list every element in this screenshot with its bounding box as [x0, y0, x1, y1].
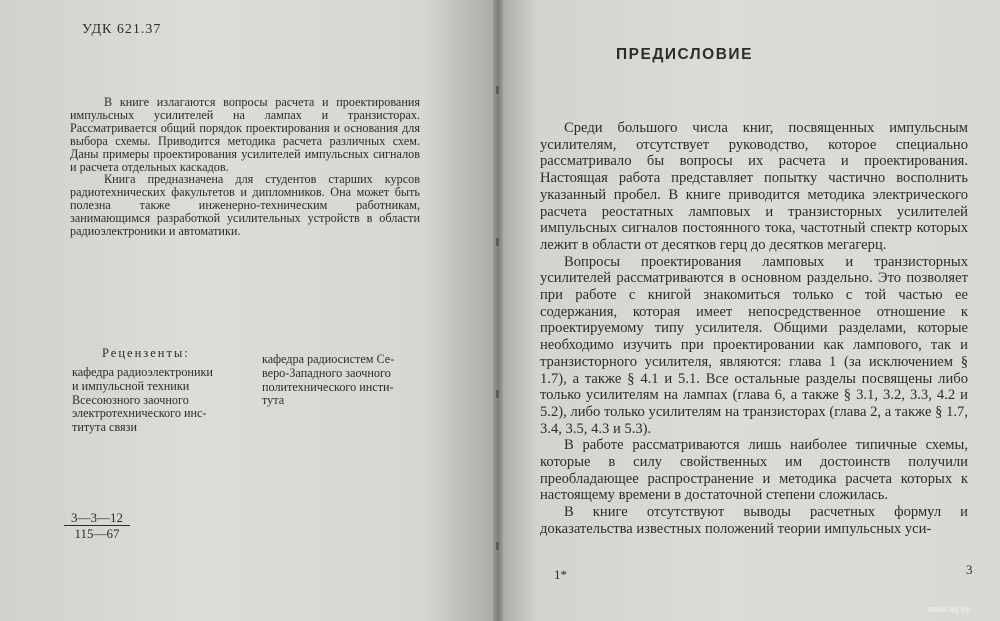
publication-code — [64, 510, 130, 541]
publication-code-numerator: 3—3—12 — [64, 510, 130, 526]
reviewer-1 — [72, 366, 252, 435]
abstract-paragraph-1: В книге излагаются вопросы расчета и проектирования импульсных усилителей на лампах и транзисторах. Рассматривается общий порядок проектирования и основания для выбора схемы. Приводится методика расчета различных схем. Даны примеры проектирования усилителей импульсных сигналов и расчета отдельных каскадов. — [70, 95, 420, 174]
reviewer-1-line: и импульсной техники — [72, 378, 190, 393]
binding-stitch — [496, 390, 499, 398]
preface-paragraph-1: Среди большого числа книг, посвященных импульсным усилителям, отсутствует руководство, которое специально рассматривало бы вопросы их расчета и проектирования. Настоящая работа представляет попытку частично восполнить указанный пробел. В книге приводится методика электрического расчета реостатных ламповых и транзисторных усилителей импульсных сигналов постоянного тока, частотный спектр которых лежит в области от десятков герц до десятков мегагерц. — [540, 120, 968, 253]
preface-heading: ПРЕДИСЛОВИЕ — [616, 46, 753, 63]
abstract-paragraph-2: Книга предназначена для студентов старших курсов радиотехнических факультетов и дипломников. Она может быть полезна также инженерно-техническим работникам, занимающимся разработкой усилительных устройств в области радиоэлектроники и автоматики. — [70, 172, 420, 239]
reviewer-1-line: титута связи — [72, 420, 137, 435]
book-abstract — [70, 96, 420, 238]
binding-stitch — [496, 238, 499, 246]
reviewer-1-line: Всесоюзного заочного — [72, 392, 189, 407]
preface-paragraph-2: Вопросы проектирования ламповых и транзисторных усилителей рассматриваются в основном раздельно. Это позволяет при работе с книгой знакомиться только с той частью ее содержания, которая имеет непосредственное отношение к проектируемому типу усилителя. Общими разделами, которые необходимо изучить при проектировании как лампового, так и транзисторного усилителя, являются: глава 1 (за исключением § 1.7), а также § 4.1 и 5.1. Все остальные разделы посвящены либо только усилителям на лампах (глава 6, а также § 3.1, 3.2, 3.3, 4.2 и 5.2), либо только усилителям на транзисторах (глава 2, а также § 1.7, 3.4, 3.5, 4.3 и 5.3). — [540, 253, 968, 437]
reviewer-2 — [262, 353, 452, 408]
reviewer-1-line: электротехнического инс- — [72, 406, 207, 421]
reviewer-1-line: кафедра радиоэлектроники — [72, 365, 213, 379]
page-number: 3 — [966, 562, 973, 577]
reviewer-2-line: кафедра радиосистем Се- — [262, 352, 395, 366]
reviewer-2-line: политехнического инсти- — [262, 379, 394, 394]
reviewers-title: Рецензенты: — [102, 346, 190, 360]
preface-paragraph-3: В работе рассматриваются лишь наиболее типичные схемы, которые в силу свойственных им достоинств получили преобладающее распространение и методика расчета которых к настоящему времени в достаточной степени сложилась. — [540, 437, 968, 504]
signature-mark: 1* — [554, 567, 567, 582]
binding-stitch — [496, 86, 499, 94]
preface-body — [540, 120, 968, 538]
reviewer-2-line: веро-Западного заочного — [262, 365, 391, 380]
binding-stitch — [496, 542, 499, 550]
preface-paragraph-4: В книге отсутствуют выводы расчетных формул и доказательства известных положений теории импульсных уси- — [540, 504, 968, 537]
watermark: www.ay.by — [928, 604, 971, 614]
left-page — [0, 0, 498, 621]
udk-code: УДК 621.37 — [82, 22, 162, 37]
reviewer-2-line: тута — [262, 393, 285, 408]
publication-code-denominator: 115—67 — [74, 526, 120, 541]
